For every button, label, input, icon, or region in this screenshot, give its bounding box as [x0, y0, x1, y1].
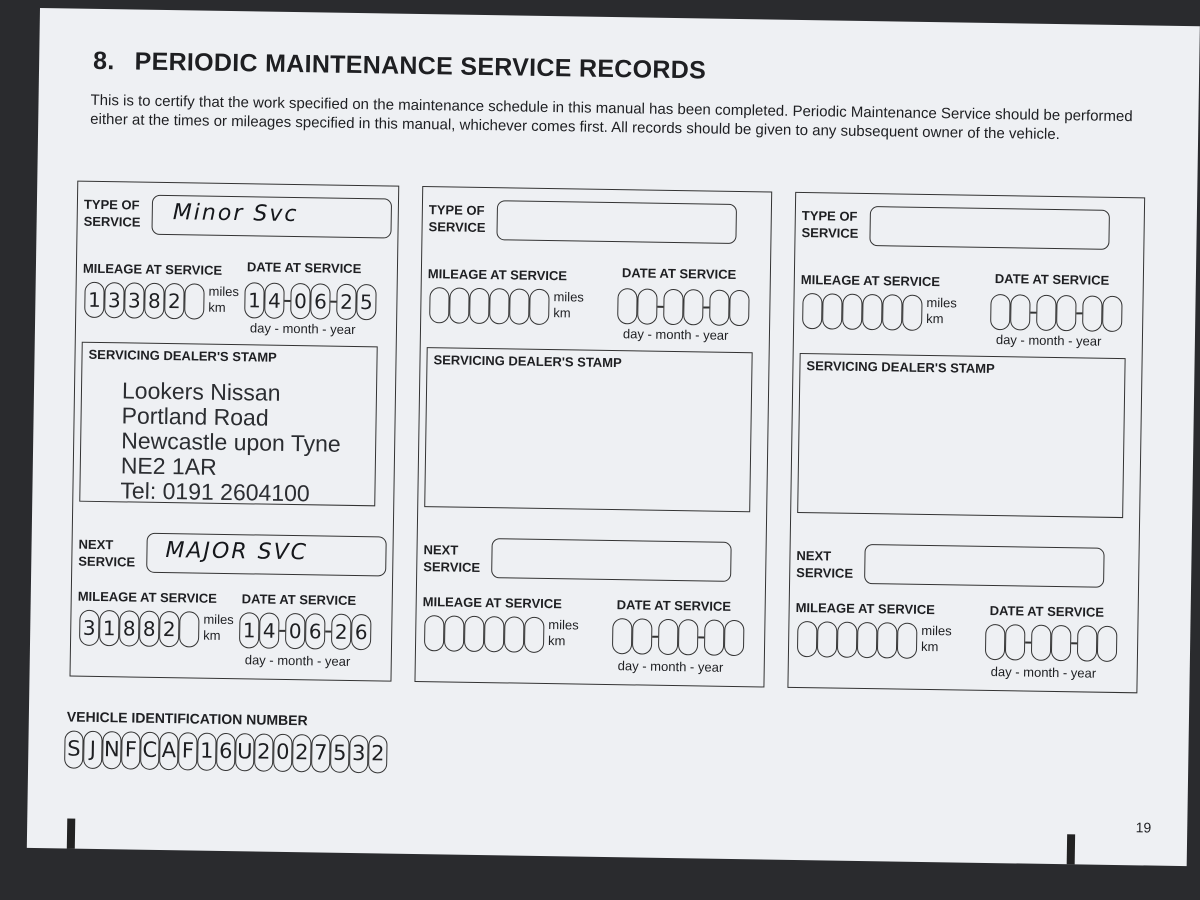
- date-year-cell[interactable]: [709, 290, 730, 326]
- date-year-cell[interactable]: [704, 620, 725, 656]
- date-format-hint: day - month - year: [990, 664, 1097, 681]
- date-format-hint: day - month - year: [622, 326, 729, 343]
- miles-unit: miles: [208, 283, 240, 300]
- binding-mark: [67, 819, 75, 849]
- page-heading: [93, 47, 706, 86]
- service-date-cells: [244, 282, 377, 320]
- next-date-cells: [985, 624, 1118, 662]
- next-date-label: DATE AT SERVICE: [241, 591, 357, 609]
- digit-cell[interactable]: 3: [79, 610, 100, 646]
- vin-cell[interactable]: U: [235, 733, 255, 771]
- digit-cell[interactable]: [524, 617, 545, 653]
- type-of-service-field[interactable]: [496, 200, 737, 244]
- next-service-value: MAJOR SVC: [165, 538, 309, 566]
- digit-cell[interactable]: [179, 611, 200, 647]
- digit-cell[interactable]: [842, 294, 863, 330]
- digit-cell[interactable]: [797, 621, 818, 657]
- date-day-cell[interactable]: [612, 618, 633, 654]
- service-record-card: [787, 192, 1145, 693]
- miles-unit: miles: [553, 289, 584, 305]
- digit-cell[interactable]: [424, 615, 445, 651]
- date-year-cell[interactable]: [1102, 296, 1123, 332]
- service-record-card: [414, 186, 772, 687]
- digit-cell[interactable]: [489, 288, 510, 324]
- date-format-hint: day - month - year: [249, 320, 356, 337]
- km-unit: km: [553, 305, 571, 321]
- dealer-stamp-line: Newcastle upon Tyne: [121, 427, 341, 457]
- dealer-stamp-line: Lookers Nissan: [121, 377, 281, 406]
- miles-unit: miles: [548, 617, 579, 633]
- next-date-label: DATE AT SERVICE: [616, 597, 732, 614]
- vin-cell[interactable]: S: [64, 730, 84, 768]
- digit-cell[interactable]: 1: [84, 282, 105, 318]
- type-of-service-value: Minor Svc: [172, 200, 299, 228]
- date-month-cell[interactable]: 6: [305, 613, 326, 649]
- mileage-cells: [84, 282, 205, 320]
- km-unit: km: [203, 627, 221, 643]
- date-day-cell[interactable]: 1: [244, 282, 265, 318]
- digit-cell[interactable]: [469, 288, 490, 324]
- digit-cell[interactable]: [897, 623, 918, 659]
- date-format-hint: day - month - year: [244, 652, 351, 669]
- digit-cell[interactable]: [902, 295, 923, 331]
- dealer-stamp-area: [797, 353, 1125, 518]
- type-of-service-label: TYPE OF SERVICE: [83, 196, 141, 230]
- digit-cell[interactable]: [862, 294, 883, 330]
- km-unit: km: [926, 310, 944, 327]
- vin-cell[interactable]: A: [159, 732, 179, 770]
- date-format-hint: day - month - year: [617, 658, 724, 675]
- digit-cell[interactable]: 2: [159, 611, 180, 647]
- digit-cell[interactable]: 8: [144, 283, 165, 319]
- mileage-label: MILEAGE AT SERVICE: [82, 260, 223, 278]
- service-record-card: [70, 181, 400, 682]
- digit-cell[interactable]: 8: [139, 611, 160, 647]
- digit-cell[interactable]: 3: [124, 282, 145, 318]
- vin-cell[interactable]: 5: [330, 735, 350, 773]
- digit-cell[interactable]: [882, 294, 903, 330]
- next-service-label: NEXT SERVICE: [78, 536, 136, 570]
- km-unit: km: [208, 299, 226, 315]
- date-month-cell[interactable]: 0: [285, 613, 306, 649]
- date-label: DATE AT SERVICE: [994, 271, 1110, 288]
- binding-mark: [1067, 834, 1075, 864]
- next-mileage-cells: [797, 621, 918, 659]
- digit-cell[interactable]: 3: [104, 282, 125, 318]
- next-date-cells: [239, 612, 372, 650]
- date-year-cell[interactable]: [1097, 626, 1118, 662]
- date-month-cell[interactable]: [658, 619, 679, 655]
- digit-cell[interactable]: [444, 615, 465, 651]
- vin-cells: [64, 730, 388, 773]
- dealer-stamp-line: Portland Road: [121, 402, 269, 431]
- date-month-cell[interactable]: [678, 619, 699, 655]
- vin-cell[interactable]: 6: [216, 733, 236, 771]
- date-format-hint: day - month - year: [995, 332, 1102, 349]
- next-service-field[interactable]: [146, 533, 387, 577]
- date-year-cell[interactable]: [724, 620, 745, 656]
- digit-cell[interactable]: [857, 622, 878, 658]
- vin-cell[interactable]: 1: [197, 733, 217, 771]
- date-day-cell[interactable]: [985, 624, 1006, 660]
- date-day-cell[interactable]: 4: [259, 613, 280, 649]
- dealer-stamp-label: SERVICING DEALER'S STAMP: [806, 358, 995, 377]
- digit-cell[interactable]: [504, 616, 525, 652]
- date-day-cell[interactable]: [1010, 294, 1031, 330]
- mileage-label: MILEAGE AT SERVICE: [800, 271, 941, 290]
- date-year-cell[interactable]: [729, 290, 750, 326]
- date-month-cell[interactable]: [683, 289, 704, 325]
- next-mileage-label: MILEAGE AT SERVICE: [77, 588, 218, 606]
- next-mileage-label: MILEAGE AT SERVICE: [422, 594, 562, 612]
- service-date-cells: [990, 294, 1123, 332]
- digit-cell[interactable]: [837, 622, 858, 658]
- digit-cell[interactable]: [817, 621, 838, 657]
- digit-cell[interactable]: [184, 283, 205, 319]
- type-of-service-label: TYPE OF SERVICE: [801, 207, 859, 241]
- digit-cell[interactable]: [877, 622, 898, 658]
- vin-cell[interactable]: 0: [273, 734, 293, 772]
- date-day-cell[interactable]: [617, 288, 638, 324]
- dealer-stamp-label: SERVICING DEALER'S STAMP: [88, 346, 277, 365]
- next-service-label: NEXT SERVICE: [423, 542, 481, 575]
- km-unit: km: [548, 633, 566, 649]
- dealer-stamp-line: Tel: 0191 2604100: [120, 477, 310, 507]
- date-label: DATE AT SERVICE: [246, 259, 362, 277]
- section-number: 8.: [92, 46, 115, 76]
- vin-cell[interactable]: 3: [349, 735, 369, 773]
- type-of-service-label: TYPE OF SERVICE: [428, 202, 486, 236]
- dealer-stamp-line: NE2 1AR: [120, 452, 217, 480]
- date-month-cell[interactable]: 6: [310, 283, 331, 319]
- km-unit: km: [920, 638, 939, 655]
- vin-cell[interactable]: F: [121, 731, 141, 769]
- next-date-label: DATE AT SERVICE: [989, 602, 1105, 620]
- digit-cell[interactable]: [802, 293, 823, 329]
- date-day-cell[interactable]: [632, 618, 653, 654]
- dealer-stamp-area: [79, 342, 377, 507]
- date-month-cell[interactable]: [663, 289, 684, 325]
- date-year-cell[interactable]: [1082, 295, 1103, 331]
- vin-label: VEHICLE IDENTIFICATION NUMBER: [66, 708, 308, 729]
- mileage-cells: [802, 293, 923, 331]
- date-label: DATE AT SERVICE: [621, 265, 737, 282]
- mileage-cells: [429, 287, 550, 325]
- date-day-cell[interactable]: [637, 288, 658, 324]
- digit-cell[interactable]: 1: [99, 610, 120, 646]
- date-year-cell[interactable]: 5: [356, 284, 377, 320]
- digit-cell[interactable]: [529, 289, 550, 325]
- digit-cell[interactable]: 8: [119, 610, 140, 646]
- digit-cell[interactable]: [464, 616, 485, 652]
- digit-cell[interactable]: [822, 293, 843, 329]
- type-of-service-field[interactable]: [869, 206, 1110, 250]
- date-year-cell[interactable]: 2: [331, 614, 352, 650]
- date-year-cell[interactable]: 6: [351, 614, 372, 650]
- vin-cell[interactable]: 2: [254, 733, 274, 771]
- date-month-cell[interactable]: [1031, 625, 1052, 661]
- miles-unit: miles: [926, 294, 957, 311]
- next-service-field[interactable]: [491, 538, 732, 582]
- vin-cell[interactable]: F: [178, 732, 198, 770]
- next-service-field[interactable]: [864, 544, 1105, 588]
- dealer-stamp-area: [424, 347, 752, 512]
- date-month-cell[interactable]: 0: [290, 283, 311, 319]
- date-month-cell[interactable]: [1036, 295, 1057, 331]
- miles-unit: miles: [921, 622, 952, 639]
- date-year-cell[interactable]: 2: [336, 284, 357, 320]
- date-day-cell[interactable]: [990, 294, 1011, 330]
- type-of-service-field[interactable]: [151, 195, 392, 239]
- date-day-cell[interactable]: [1005, 624, 1026, 660]
- digit-cell[interactable]: [484, 616, 505, 652]
- vin-cell[interactable]: 2: [292, 734, 312, 772]
- next-mileage-cells: [424, 615, 545, 653]
- vin-cell[interactable]: 2: [368, 735, 388, 773]
- vin-cell[interactable]: J: [83, 731, 103, 769]
- next-date-cells: [612, 618, 745, 656]
- next-mileage-cells: [79, 610, 200, 648]
- next-mileage-label: MILEAGE AT SERVICE: [795, 599, 935, 618]
- date-day-cell[interactable]: 1: [239, 612, 260, 648]
- miles-unit: miles: [203, 611, 234, 628]
- date-month-cell[interactable]: [1051, 625, 1072, 661]
- next-service-label: NEXT SERVICE: [796, 547, 854, 581]
- digit-cell[interactable]: [449, 287, 470, 323]
- digit-cell[interactable]: [509, 288, 530, 324]
- vin-cell[interactable]: C: [140, 732, 160, 770]
- intro-text: This is to certify that the work specified on the maintenance schedule in this manual has been completed. Periodic Maintenance Service should be performed either at the times or mileages specified in this manual, whichever comes first. All records should be given to any subsequent owner of the vehicle.: [90, 91, 1133, 144]
- page-number: 19: [1135, 819, 1152, 836]
- dealer-stamp-label: SERVICING DEALER'S STAMP: [433, 352, 622, 371]
- vin-cell[interactable]: N: [102, 731, 122, 769]
- date-month-cell[interactable]: [1056, 295, 1077, 331]
- date-day-cell[interactable]: 4: [264, 283, 285, 319]
- vin-cell[interactable]: 7: [311, 734, 331, 772]
- mileage-label: MILEAGE AT SERVICE: [427, 266, 568, 284]
- date-year-cell[interactable]: [1077, 625, 1098, 661]
- digit-cell[interactable]: [429, 287, 450, 323]
- section-title: PERIODIC MAINTENANCE SERVICE RECORDS: [134, 47, 707, 85]
- service-date-cells: [617, 288, 750, 326]
- digit-cell[interactable]: 2: [164, 283, 185, 319]
- manual-page: [27, 8, 1200, 866]
